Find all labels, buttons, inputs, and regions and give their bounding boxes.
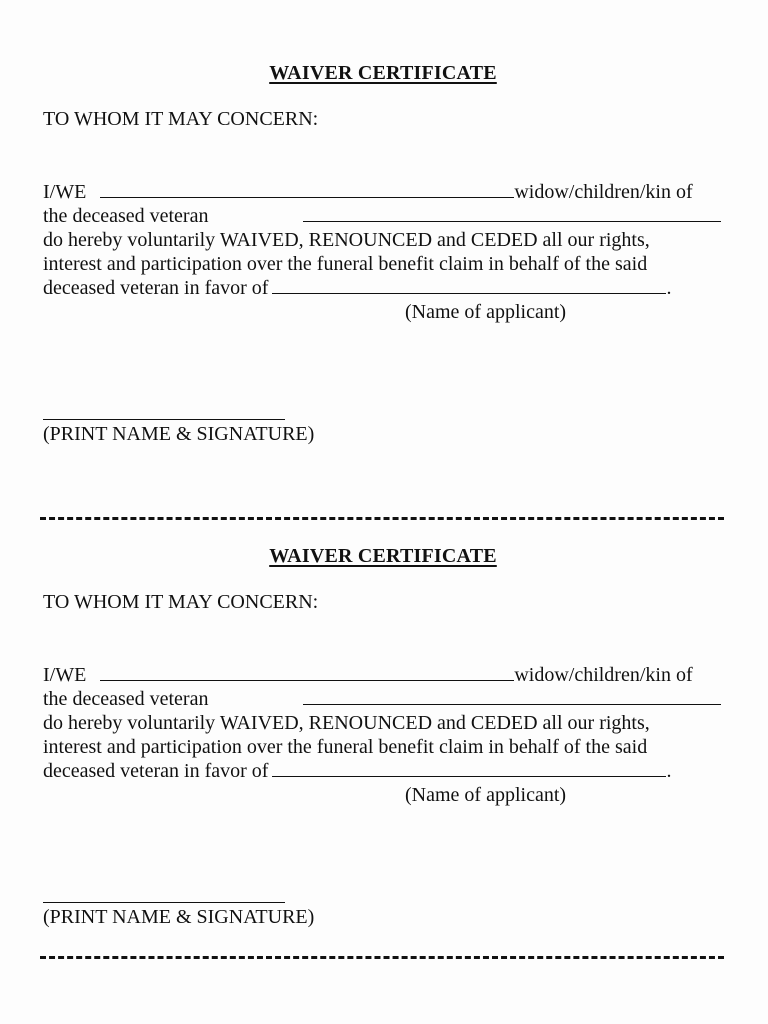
applicant-caption: (Name of applicant) [405, 784, 567, 806]
form-title: WAIVER CERTIFICATE [269, 62, 497, 84]
applicant-blank-field[interactable] [272, 276, 666, 294]
body-line-3: do hereby voluntarily WAIVED, RENOUNCED and CEDED all our rights, [43, 229, 650, 251]
dashed-separator [40, 517, 724, 520]
signature-line[interactable] [43, 419, 285, 420]
veteran-name-blank-field[interactable] [303, 204, 721, 222]
signature-caption: (PRINT NAME & SIGNATURE) [43, 906, 315, 928]
applicant-blank-field[interactable] [272, 759, 666, 777]
body-line-5 [43, 759, 723, 783]
body-line-2 [43, 204, 723, 228]
body-line-2 [43, 687, 723, 711]
applicant-caption: (Name of applicant) [405, 301, 567, 323]
name-blank-field[interactable] [100, 180, 514, 198]
deceased-veteran-label: the deceased veteran [43, 688, 209, 710]
salutation: TO WHOM IT MAY CONCERN: [43, 108, 319, 130]
signature-line[interactable] [43, 902, 285, 903]
in-favor-label: deceased veteran in favor of [43, 277, 269, 299]
veteran-name-blank-field[interactable] [303, 687, 721, 705]
iwe-label: I/WE [43, 664, 87, 686]
in-favor-label: deceased veteran in favor of [43, 760, 269, 782]
relation-label: widow/children/kin of [514, 181, 693, 203]
dashed-separator [40, 956, 724, 959]
body-line-5 [43, 276, 723, 300]
salutation: TO WHOM IT MAY CONCERN: [43, 591, 319, 613]
period: . [666, 277, 672, 299]
deceased-veteran-label: the deceased veteran [43, 205, 209, 227]
body-line-3: do hereby voluntarily WAIVED, RENOUNCED and CEDED all our rights, [43, 712, 650, 734]
period: . [666, 760, 672, 782]
body-line-4: interest and participation over the funeral benefit claim in behalf of the said [43, 736, 648, 758]
relation-label: widow/children/kin of [514, 664, 693, 686]
signature-caption: (PRINT NAME & SIGNATURE) [43, 423, 315, 445]
iwe-label: I/WE [43, 181, 87, 203]
name-blank-field[interactable] [100, 663, 514, 681]
form-title: WAIVER CERTIFICATE [269, 545, 497, 567]
body-line-1 [43, 663, 723, 687]
body-line-4: interest and participation over the funeral benefit claim in behalf of the said [43, 253, 648, 275]
body-line-1 [43, 180, 723, 204]
